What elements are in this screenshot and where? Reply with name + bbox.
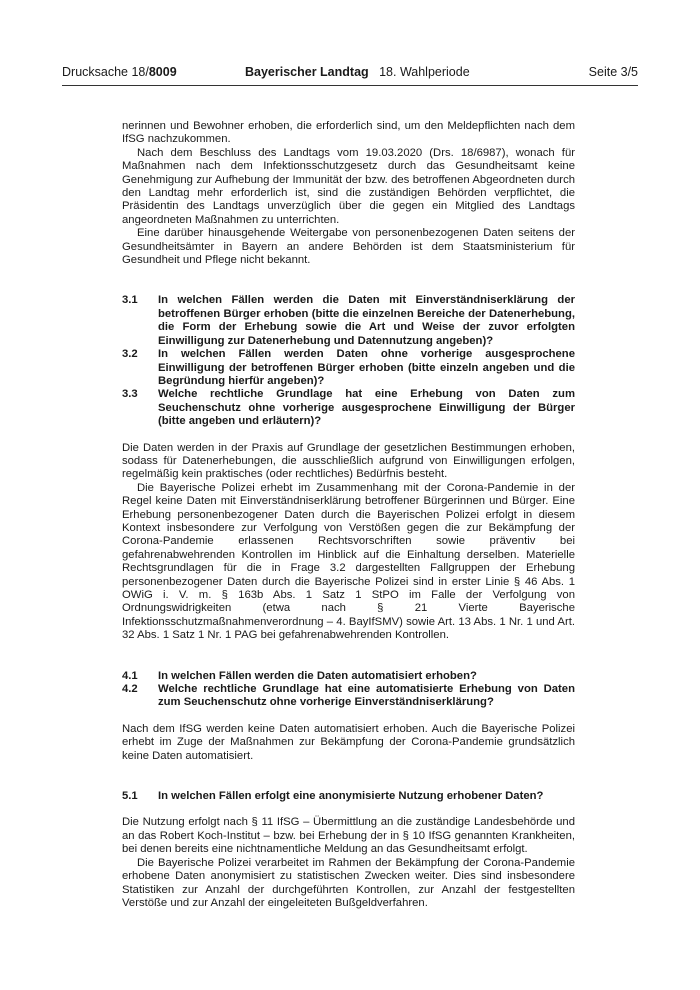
question-number: 3.3	[122, 388, 138, 401]
answer-5-paragraph-1: Die Nutzung erfolgt nach § 11 IfSG – Übermittlung an die zuständige Landesbehörde und an das Robert Koch-Institut – bzw. bei Erhebung der in § 10 IfSG genannten Krankheiten, bei denen bereits eine nichtnamentliche Meldung an das Gesundheitsamt erfolgt.	[122, 816, 575, 856]
intro-paragraph-1: nerinnen und Bewohner erhoben, die erforderlich sind, um den Meldepflichten nach dem IfSG nachzukommen.	[122, 120, 575, 146]
page-number: Seite 3/5	[588, 65, 638, 79]
document-body	[122, 120, 575, 910]
question-number: 3.2	[122, 348, 138, 361]
answer-4-paragraph-1: Nach dem IfSG werden keine Daten automatisiert erhoben. Auch die Bayerische Polizei erhebt im Zuge der Maßnahmen zur Bekämpfung der Corona-Pandemie grundsätzlich keine Daten automatisiert.	[122, 722, 575, 762]
question-text: In welchen Fällen erfolgt eine anonymisierte Nutzung erhobener Daten?	[158, 790, 544, 803]
parliament-label	[245, 64, 470, 80]
question-text: Welche rechtliche Grundlage hat eine automatisierte Erhebung von Daten zum Seuchenschutz ohne vorherige Einverständniserklärung?	[158, 683, 575, 709]
intro-paragraph-2: Nach dem Beschluss des Landtags vom 19.03.2020 (Drs. 18/6987), wonach für Maßnahmen nach dem Infektionsschutzgesetz durch das Gesundheitsamt keine Genehmigung zur Aufhebung der Immunität der bzw. des betroffenen Abgeordneten durch den Landtag mehr erforderlich ist, sind die zuständigen Behörden verpflichtet, die Präsidentin des Landtags unverzüglich über die gegen ein Mitglied des Landtags angeordneten Maßnahmen zu unterrichten.	[122, 146, 575, 226]
question-3-1	[122, 294, 575, 348]
header-rule	[62, 85, 638, 86]
legislative-period: 18. Wahlperiode	[379, 65, 470, 79]
drucksache-prefix: Drucksache 18/	[62, 65, 149, 79]
question-text: Welche rechtliche Grundlage hat eine Erhebung von Daten zum Seuchenschutz ohne vorherige ausgesprochene Einwilligung der Bürger (bitte angeben und erläutern)?	[158, 388, 575, 428]
question-5-1	[122, 790, 575, 803]
question-text: In welchen Fällen werden die Daten mit Einverständniserklärung der betroffenen Bürger erhoben (bitte die einzelnen Bereiche der Datenerhebung, die Form der Erhebung sowie die Art und Weise der zuvor erfolgten Einwilligung zur Datenerhebung und Datennutzung angeben)?	[158, 294, 575, 347]
question-text: In welchen Fällen werden die Daten automatisiert erhoben?	[158, 669, 477, 682]
question-4-2	[122, 683, 575, 710]
drucksache-label	[62, 64, 177, 80]
question-number: 4.2	[122, 683, 138, 696]
question-3-3	[122, 388, 575, 428]
parliament-name: Bayerischer Landtag	[245, 65, 369, 79]
question-text: In welchen Fällen werden Daten ohne vorherige ausgesprochene Einwilligung der betroffenen Bürger erhoben (bitte einzeln angeben und die Begründung hierfür angeben)?	[158, 348, 575, 387]
answer-3-paragraph-2: Die Bayerische Polizei erhebt im Zusammenhang mit der Corona-Pandemie in der Regel keine Daten mit Einverständniserklärung betroffener Bürgerinnen und Bürger. Eine Erhebung personenbezogener Daten durch die Bayerischen Polizei erfolgt in diesem Kontext insbesondere zur Verfolgung von Verstößen gegen die zur Bekämpfung der Corona-Pandemie erlassenen Rechtsvorschriften sowie präventiv bei gefahrenabwehrenden Kontrollen im Hinblick auf die Einhaltung derselben. Materielle Rechtsgrundlagen für die in Frage 3.2 dargestellten Fallgruppen der Erhebung personenbezogener Daten durch die Bayerische Polizei sind in erster Linie § 46 Abs. 1 OWiG i. V. m. § 163b Abs. 1 Satz 1 StPO im Falle der Verfolgung von Ordnungswidrigkeiten (etwa nach § 21 Vierte Bayerische Infektionsschutzmaßnahmenverordnung – 4. BayIfSMV) sowie Art. 13 Abs. 1 Nr. 1 und Art. 32 Abs. 1 Satz 1 Nr. 1 PAG bei gefahrenabwehrenden Kontrollen.	[122, 481, 575, 642]
answer-5-paragraph-2: Die Bayerische Polizei verarbeitet im Rahmen der Bekämpfung der Corona-Pandemie erhobene Daten anonymisiert zu statistischen Zwecken weiter. Dies sind insbesondere Statistiken zur Anzahl der durchgeführten Kontrollen, zur Anzahl der festgestellten Verstöße und zur Anzahl der eingeleiteten Bußgeldverfahren.	[122, 856, 575, 909]
question-number: 4.1	[122, 669, 138, 682]
question-number: 3.1	[122, 294, 138, 307]
question-4-1	[122, 670, 575, 683]
drucksache-number: 8009	[148, 65, 177, 79]
intro-paragraph-3: Eine darüber hinausgehende Weitergabe von personenbezogenen Daten seitens der Gesundheitsämter in Bayern an andere Behörden ist dem Staatsministerium für Gesundheit und Pflege nicht bekannt.	[122, 227, 575, 267]
question-3-2	[122, 348, 575, 388]
page-header	[62, 64, 638, 80]
answer-3-paragraph-1: Die Daten werden in der Praxis auf Grundlage der gesetzlichen Bestimmungen erhoben, sodass für Datenerhebungen, die ausschließlich aufgrund von Einwilligungen erfolgen, regelmäßig kein praktisches (oder rechtliches) Bedürfnis besteht.	[122, 441, 575, 481]
question-number: 5.1	[122, 790, 138, 803]
